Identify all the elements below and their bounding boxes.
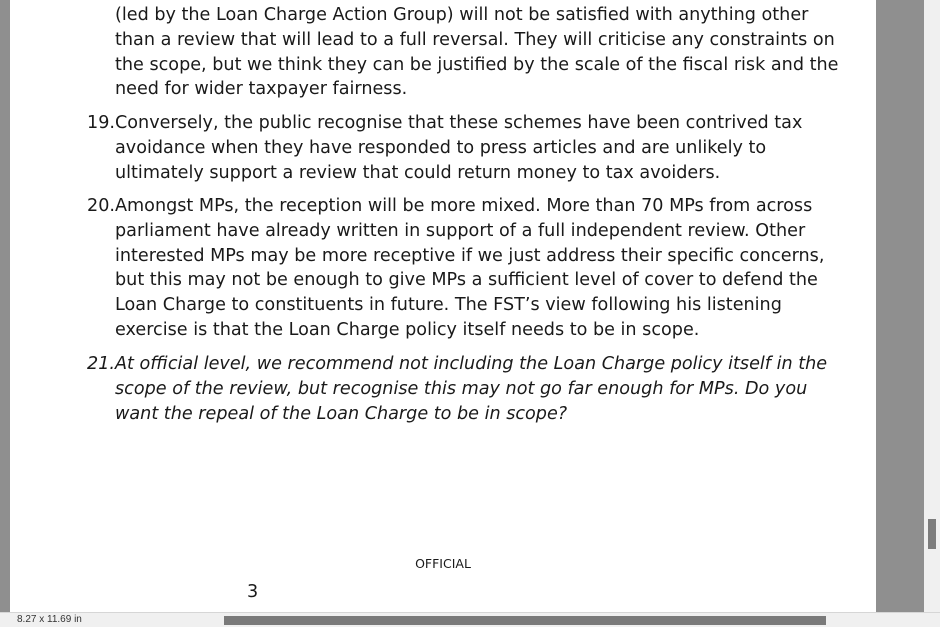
text-line: interested MPs may be more receptive if we just address their specific concerns, bbox=[115, 245, 825, 266]
text-line: Loan Charge to constituents in future. The FST’s view following his listening bbox=[115, 295, 782, 316]
vertical-scrollbar-thumb[interactable] bbox=[928, 519, 936, 549]
text-line: but this may not be enough to give MPs a sufficient level of cover to defend the bbox=[115, 270, 818, 291]
text-line: Amongst MPs, the reception will be more mixed. More than 70 MPs from across bbox=[115, 196, 813, 216]
paragraph-number: 19. bbox=[87, 113, 115, 133]
text-line: Conversely, the public recognise that these schemes have been contrived tax bbox=[115, 113, 803, 133]
text-line: than a review that will lead to a full reversal. They will criticise any constraints on bbox=[115, 29, 835, 50]
paragraph-19 bbox=[87, 111, 805, 185]
security-marking-footer: OFFICIAL bbox=[415, 556, 471, 571]
paragraph-number: 20. bbox=[87, 196, 115, 216]
text-line: scope of the review, but recognise this may not go far enough for MPs. Do you bbox=[115, 378, 808, 399]
paragraph-21 bbox=[87, 352, 828, 426]
text-line: the scope, but we think they can be justified by the scale of the fiscal risk and the bbox=[115, 54, 839, 75]
horizontal-scrollbar-thumb[interactable] bbox=[224, 616, 826, 625]
text-line: avoidance when they have responded to press articles and are unlikely to bbox=[115, 137, 767, 158]
page-size-label: 8.27 x 11.69 in bbox=[17, 614, 82, 625]
left-margin bbox=[0, 0, 10, 612]
text-line: need for wider taxpayer fairness. bbox=[115, 79, 408, 100]
status-bar bbox=[0, 612, 940, 627]
paragraph-20 bbox=[87, 194, 825, 343]
text-line: exercise is that the Loan Charge policy itself needs to be in scope. bbox=[115, 319, 700, 340]
paragraph-number: 21. bbox=[87, 354, 115, 374]
document-page bbox=[10, 0, 876, 612]
text-line: parliament have already written in support of a full independent review. Other bbox=[115, 220, 806, 241]
text-line: want the repeal of the Loan Charge to be in scope? bbox=[115, 403, 568, 424]
paragraph-18-continuation bbox=[115, 3, 839, 102]
page-number: 3 bbox=[247, 582, 259, 602]
right-gutter bbox=[876, 0, 924, 612]
text-line: ultimately support a review that could return money to tax avoiders. bbox=[115, 162, 721, 183]
text-line: (led by the Loan Charge Action Group) will not be satisfied with anything other bbox=[115, 5, 809, 25]
text-line: At official level, we recommend not including the Loan Charge policy itself in the bbox=[115, 354, 828, 374]
